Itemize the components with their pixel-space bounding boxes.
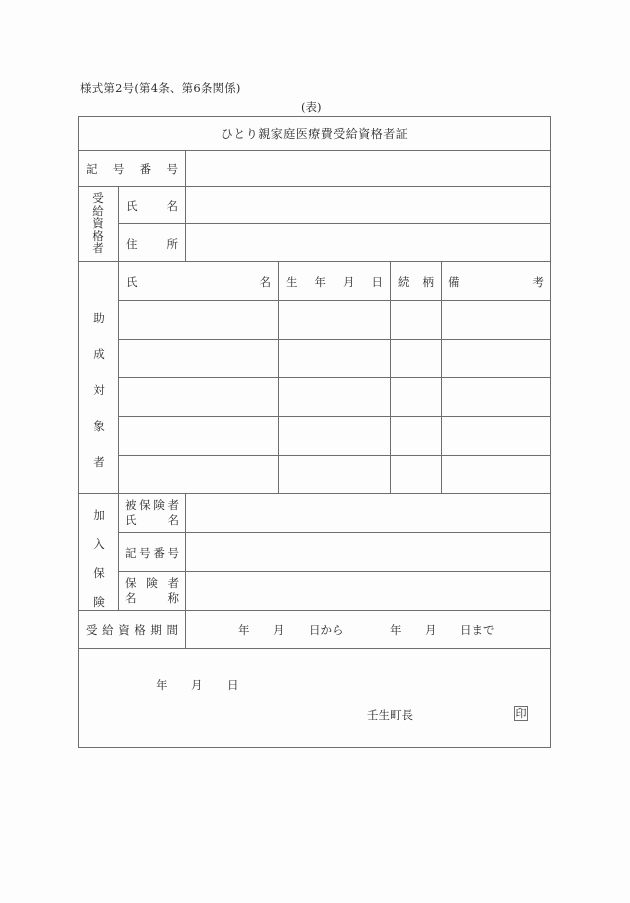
issue-day: 日	[227, 678, 239, 692]
insurance-symbol-number-label: 記 号 番 号	[125, 546, 179, 560]
target-relationship-cell[interactable]	[391, 301, 441, 339]
column-header-birthdate: 生 年 月 日	[286, 275, 383, 289]
column-header-relationship: 続 柄	[398, 275, 434, 289]
period-to-year: 年	[390, 623, 402, 637]
target-relationship-cell[interactable]	[391, 340, 441, 377]
insurer-name-label: 保 険 者 名 称	[125, 576, 179, 605]
certificate-title: ひとり親家庭医療費受給資格者証	[220, 126, 409, 141]
period-to-day: 日まで	[460, 623, 495, 637]
target-birthdate-cell[interactable]	[279, 378, 390, 416]
recipient-name-field[interactable]	[186, 187, 550, 223]
divider	[78, 261, 551, 262]
divider	[185, 610, 186, 648]
period-from-day: 日から	[309, 623, 344, 637]
recipient-name-label: 氏 名	[126, 199, 178, 213]
divider	[118, 186, 119, 261]
insurer-name-field[interactable]	[186, 572, 550, 610]
insurance-symbol-number-field[interactable]	[186, 533, 550, 571]
column-header-name: 氏 名	[126, 275, 271, 289]
recipient-group-label: 受 給 資 格 者	[92, 191, 104, 255]
target-relationship-cell[interactable]	[391, 456, 441, 493]
column-header-remarks: 備 考	[448, 275, 544, 289]
insured-name-label: 被 保 険 者 氏 名	[125, 498, 179, 527]
target-birthdate-cell[interactable]	[279, 456, 390, 493]
target-name-cell[interactable]	[119, 456, 278, 493]
subsidy-targets-group-label: 助 成 対 象 者	[93, 311, 105, 469]
target-name-cell[interactable]	[119, 340, 278, 377]
form-caption: 様式第2号(第4条、第6条関係)	[80, 81, 241, 95]
recipient-address-field[interactable]	[186, 224, 550, 261]
target-birthdate-cell[interactable]	[279, 340, 390, 377]
period-from-year: 年	[238, 623, 250, 637]
issue-year: 年	[156, 678, 168, 692]
insurance-group-label: 加 入 保 険	[93, 508, 105, 609]
symbol-number-label: 記 号 番 号	[86, 162, 178, 176]
target-name-cell[interactable]	[119, 301, 278, 339]
eligibility-period-label: 受 給 資 格 期 間	[86, 623, 178, 637]
side-label: (表)	[301, 100, 322, 114]
seal-stamp-icon: 印	[515, 707, 527, 720]
target-birthdate-cell[interactable]	[279, 417, 390, 455]
target-birthdate-cell[interactable]	[279, 301, 390, 339]
target-remarks-cell[interactable]	[442, 417, 550, 455]
recipient-address-label: 住 所	[126, 237, 178, 251]
insured-name-field[interactable]	[186, 494, 550, 532]
issuer-name: 壬生町長	[367, 708, 413, 722]
target-name-cell[interactable]	[119, 417, 278, 455]
target-relationship-cell[interactable]	[391, 378, 441, 416]
target-name-cell[interactable]	[119, 378, 278, 416]
target-remarks-cell[interactable]	[442, 340, 550, 377]
target-remarks-cell[interactable]	[442, 456, 550, 493]
issue-month: 月	[191, 678, 203, 692]
period-to-month: 月	[425, 623, 437, 637]
symbol-number-field[interactable]	[186, 151, 550, 186]
period-from-month: 月	[273, 623, 285, 637]
target-remarks-cell[interactable]	[442, 378, 550, 416]
divider	[78, 610, 551, 611]
target-relationship-cell[interactable]	[391, 417, 441, 455]
divider	[78, 648, 551, 649]
target-remarks-cell[interactable]	[442, 301, 550, 339]
